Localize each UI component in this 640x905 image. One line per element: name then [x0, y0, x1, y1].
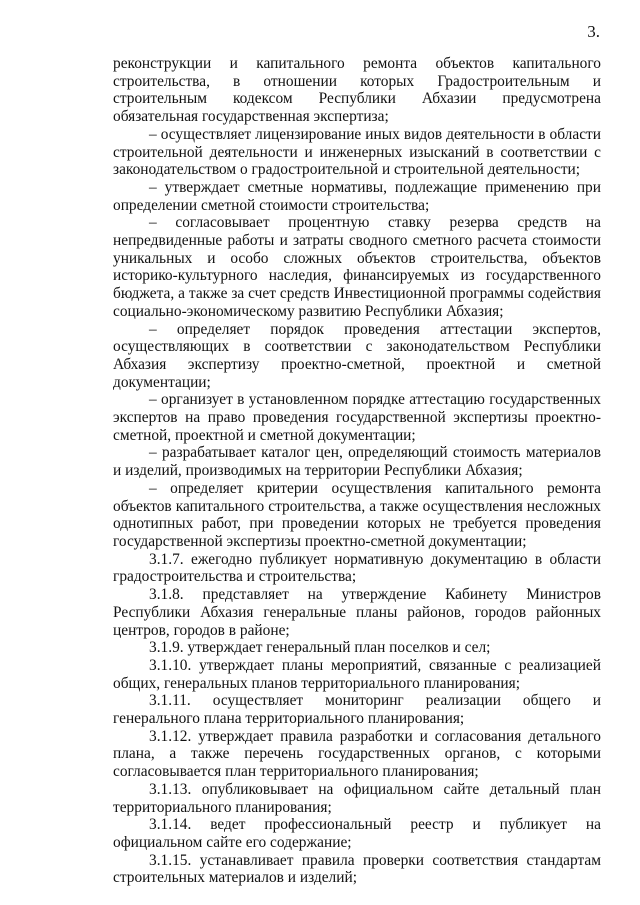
paragraph: – согласовывает процентную ставку резерва средств на непредвиденные работы и затраты сводного сметного расчета стоимости уникальных и особо сложных объектов строительства, объектов историко-культурного наследия, финансируемых из государственного бюджета, а также за счет средств Инвестиционной программы содействия социально-экономическому развитию Республики Абхазия;	[113, 214, 601, 320]
paragraph: 3.1.13. опубликовывает на официальном сайте детальный план территориального планирования;	[113, 780, 601, 816]
paragraph: – определяет критерии осуществления капитального ремонта объектов капитального строительства, а также осуществления несложных однотипных работ, при проведении которых не требуется проведения государственной экспертизы проектно-сметной документации;	[113, 479, 601, 550]
paragraph: – разрабатывает каталог цен, определяющий стоимость материалов и изделий, производимых на территории Республики Абхазия;	[113, 444, 601, 480]
document-body	[113, 55, 601, 887]
paragraph: 3.1.15. устанавливает правила проверки соответствия стандартам строительных материалов и изделий;	[113, 851, 601, 887]
paragraph: – осуществляет лицензирование иных видов деятельности в области строительной деятельности и инженерных изысканий в соответствии с законодательством о градостроительной и строительной деятельности;	[113, 125, 601, 179]
paragraph: 3.1.9. утверждает генеральный план поселков и сел;	[149, 639, 491, 657]
paragraph: – организует в установленном порядке аттестацию государственных экспертов на право проведения государственной экспертизы проектно-сметной, проектной и сметной документации;	[113, 391, 601, 444]
page-number: 3.	[587, 22, 600, 41]
paragraph: 3.1.10. утверждает планы мероприятий, связанные с реализацией общих, генеральных планов территориального планирования;	[113, 656, 601, 692]
paragraph: 3.1.7. ежегодно публикует нормативную документацию в области градостроительства и строительства;	[113, 550, 601, 586]
paragraph: 3.1.12. утверждает правила разработки и согласования детального плана, а также перечень государственных органов, с которыми согласовывается план территориального планирования;	[113, 727, 601, 781]
paragraph: реконструкции и капитального ремонта объектов капитального строительства, в отношении которых Градостроительным и строительным кодексом Республики Абхазии предусмотрена обязательная государственная экспертиза;	[113, 55, 601, 126]
paragraph: 3.1.14. ведет профессиональный реестр и публикует на официальном сайте его содержание;	[113, 816, 601, 851]
paragraph: – определяет порядок проведения аттестации экспертов, осуществляющих в соответствии с законодательством Республики Абхазия экспертизу проектно-сметной, проектной и сметной документации;	[113, 320, 601, 391]
paragraph: 3.1.11. осуществляет мониторинг реализации общего и генерального плана территориального планирования;	[113, 692, 601, 728]
paragraph: – утверждает сметные нормативы, подлежащие применению при определении сметной стоимости строительства;	[113, 178, 601, 214]
paragraph: 3.1.8. представляет на утверждение Кабинету Министров Республики Абхазия генеральные планы районов, городов районных центров, городов в районе;	[113, 586, 601, 639]
